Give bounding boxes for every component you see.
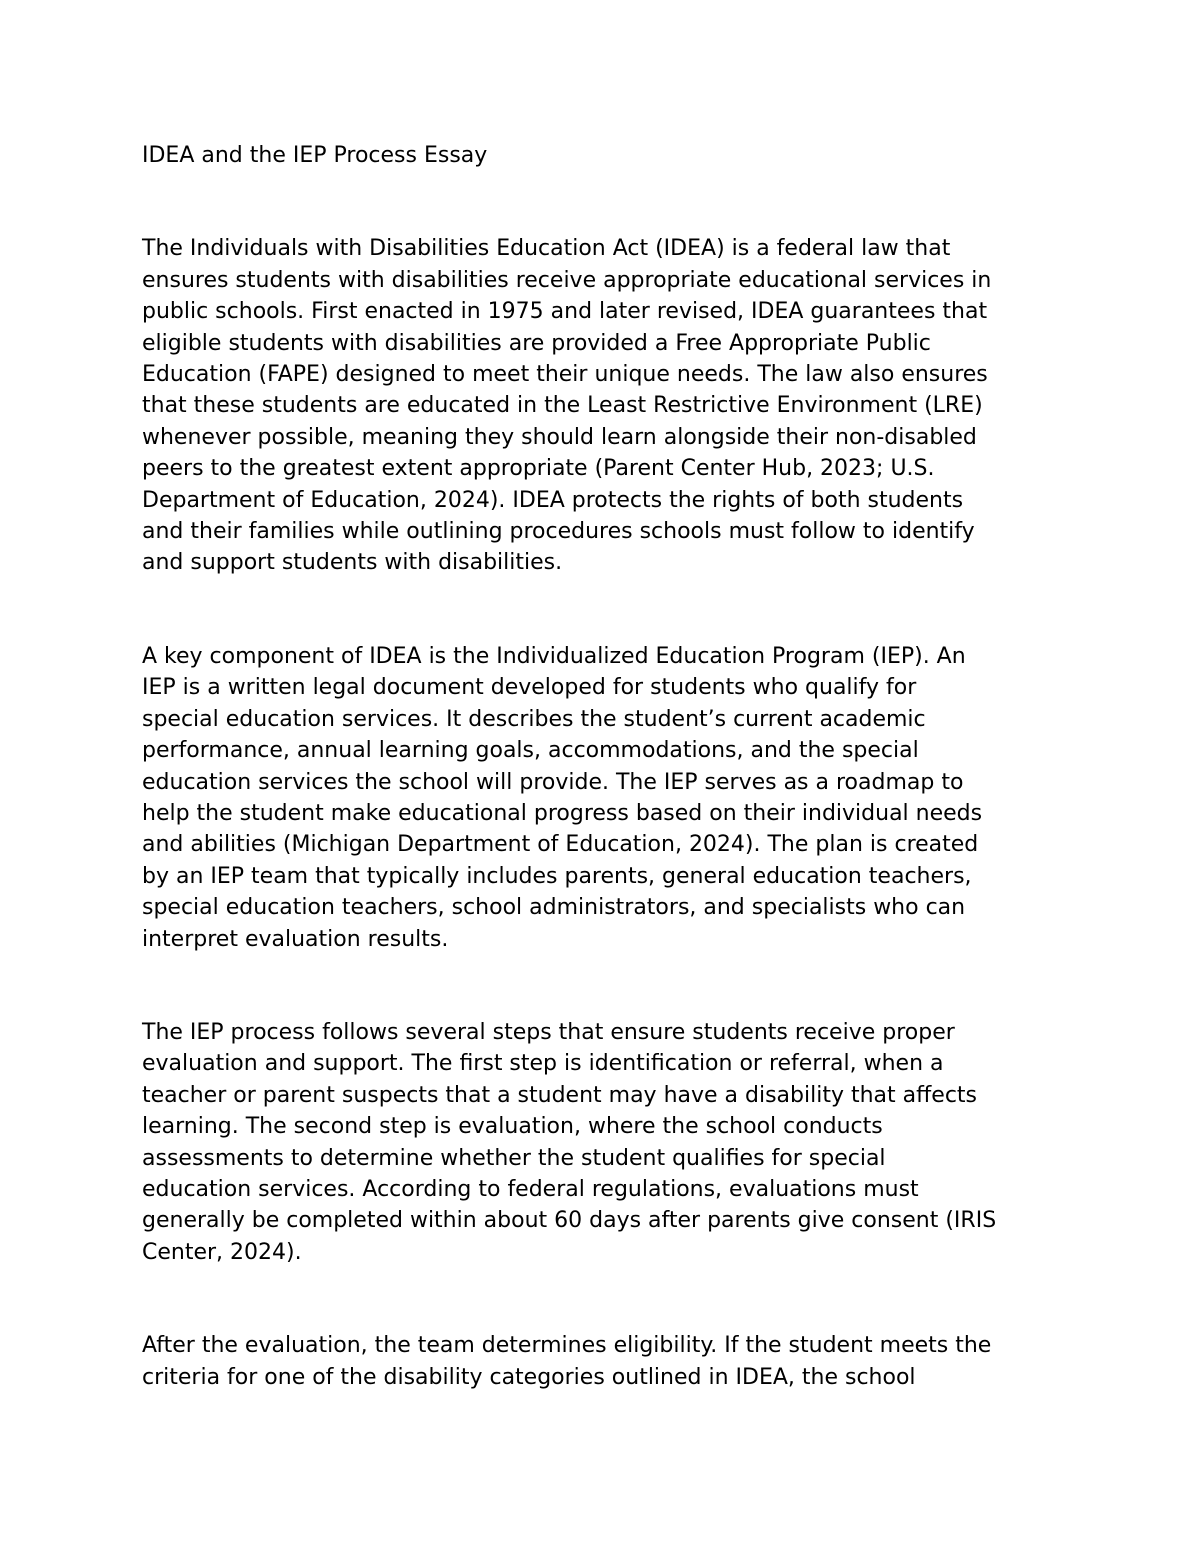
text-line: ensures students with disabilities receive appropriate educational services in bbox=[142, 267, 992, 293]
text-line: and abilities (Michigan Department of Education, 2024). The plan is created bbox=[142, 832, 979, 858]
text-line: Center, 2024). bbox=[142, 1239, 302, 1265]
text-line: Education (FAPE) designed to meet their unique needs. The law also ensures bbox=[142, 362, 988, 388]
text-line: help the student make educational progress based on their individual needs bbox=[142, 800, 983, 826]
text-line: special education services. It describes the student’s current academic bbox=[142, 706, 926, 732]
text-line: peers to the greatest extent appropriate (Parent Center Hub, 2023; U.S. bbox=[142, 456, 935, 482]
text-line: interpret evaluation results. bbox=[142, 926, 449, 952]
text-line: A key component of IDEA is the Individualized Education Program (IEP). An bbox=[142, 643, 966, 669]
text-line: eligible students with disabilities are provided a Free Appropriate Public bbox=[142, 330, 931, 356]
text-line: The Individuals with Disabilities Education Act (IDEA) is a federal law that bbox=[142, 236, 951, 262]
text-line: and their families while outlining procedures schools must follow to identify bbox=[142, 519, 975, 545]
document-title: IDEA and the IEP Process Essay bbox=[142, 143, 488, 168]
text-line: teacher or parent suspects that a student may have a disability that affects bbox=[142, 1082, 978, 1108]
text-line: by an IEP team that typically includes parents, general education teachers, bbox=[142, 863, 972, 889]
paragraph-eligibility bbox=[142, 1330, 1062, 1393]
text-line: education services. According to federal regulations, evaluations must bbox=[142, 1176, 919, 1202]
text-line: Department of Education, 2024). IDEA protects the rights of both students bbox=[142, 487, 964, 513]
text-line: assessments to determine whether the student qualifies for special bbox=[142, 1145, 886, 1171]
text-line: whenever possible, meaning they should learn alongside their non-disabled bbox=[142, 424, 977, 450]
text-line: criteria for one of the disability categories outlined in IDEA, the school bbox=[142, 1364, 916, 1390]
text-line: that these students are educated in the Least Restrictive Environment (LRE) bbox=[142, 393, 983, 419]
paragraph-idea-overview bbox=[142, 233, 1062, 578]
text-line: IEP is a written legal document developed for students who qualify for bbox=[142, 675, 917, 701]
text-line: education services the school will provide. The IEP serves as a roadmap to bbox=[142, 769, 964, 795]
text-line: The IEP process follows several steps that ensure students receive proper bbox=[142, 1019, 955, 1045]
text-line: After the evaluation, the team determines eligibility. If the student meets the bbox=[142, 1333, 992, 1359]
text-line: learning. The second step is evaluation, where the school conducts bbox=[142, 1114, 883, 1140]
text-line: and support students with disabilities. bbox=[142, 550, 563, 576]
text-line: special education teachers, school administrators, and specialists who can bbox=[142, 895, 966, 921]
document-page bbox=[142, 140, 1062, 1455]
text-line: evaluation and support. The first step is identification or referral, when a bbox=[142, 1051, 944, 1077]
paragraph-iep-component bbox=[142, 641, 1062, 955]
text-line: public schools. First enacted in 1975 and later revised, IDEA guarantees that bbox=[142, 299, 988, 325]
text-line: performance, annual learning goals, accommodations, and the special bbox=[142, 738, 919, 764]
paragraph-iep-process bbox=[142, 1017, 1062, 1268]
text-line: generally be completed within about 60 days after parents give consent (IRIS bbox=[142, 1208, 997, 1234]
